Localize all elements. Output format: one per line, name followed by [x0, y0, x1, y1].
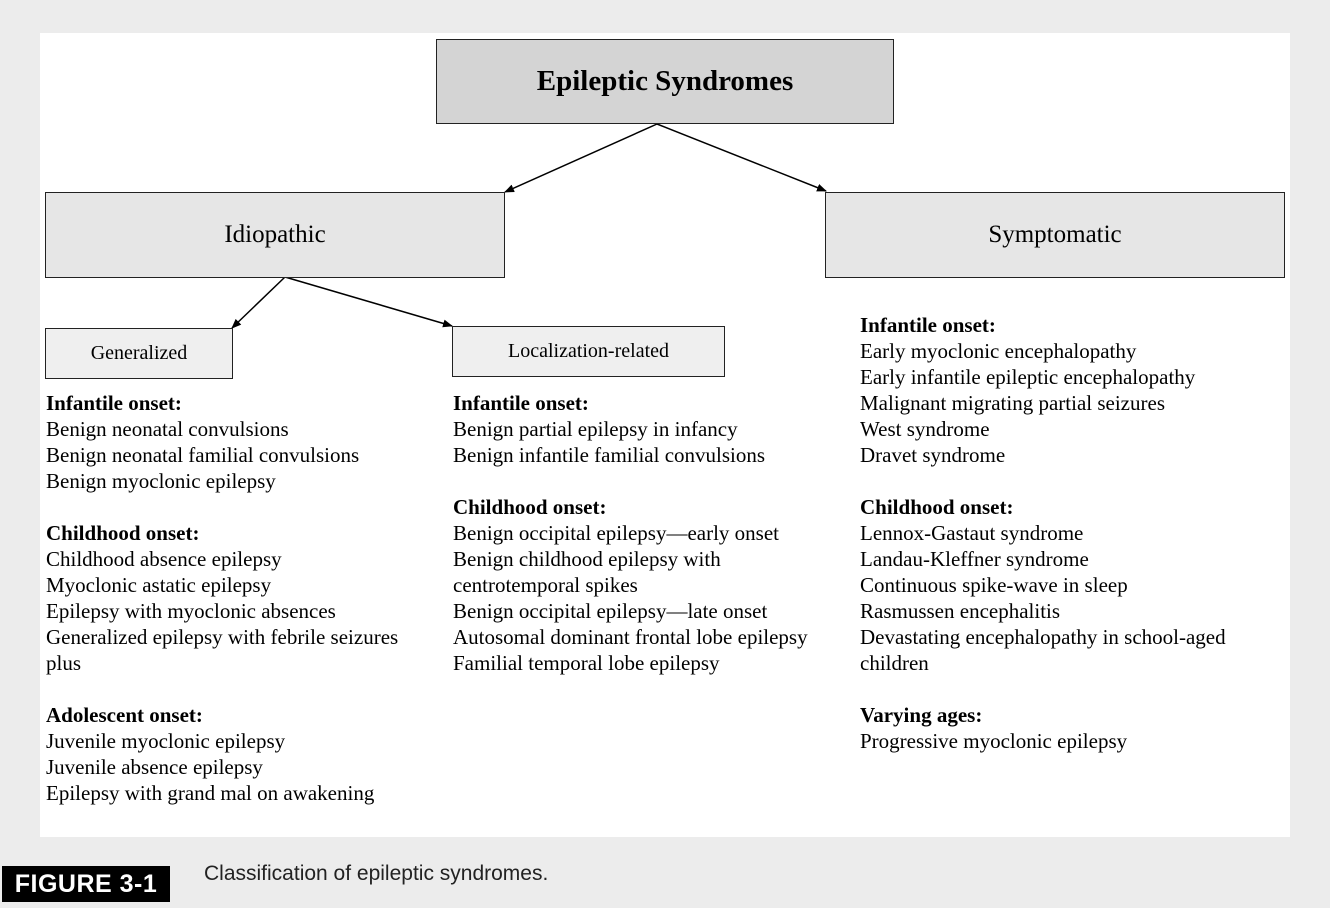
symptomatic-node: Symptomatic	[825, 192, 1285, 278]
syndrome-item: Landau-Kleffner syndrome	[860, 547, 1089, 571]
syndrome-item: Benign myoclonic epilepsy	[46, 469, 276, 493]
syndrome-item: Autosomal dominant frontal lobe epilepsy	[453, 625, 808, 649]
syndrome-item: Benign childhood epilepsy with centrotemporal spikes	[453, 547, 721, 597]
syndrome-item: Myoclonic astatic epilepsy	[46, 573, 272, 597]
syndrome-item: Early myoclonic encephalopathy	[860, 339, 1137, 363]
onset-group	[46, 390, 406, 494]
figure-label: FIGURE 3-1	[2, 866, 170, 902]
syndrome-item: Epilepsy with grand mal on awakening	[46, 781, 375, 805]
syndrome-item: Childhood absence epilepsy	[46, 547, 282, 571]
syndrome-item: Benign occipital epilepsy—early onset	[453, 521, 779, 545]
arrow-idiopathic-to-localization	[285, 277, 452, 326]
root-node: Epileptic Syndromes	[436, 39, 894, 124]
onset-heading: Childhood onset:	[46, 521, 200, 545]
onset-group	[453, 390, 853, 468]
onset-heading: Varying ages:	[860, 703, 983, 727]
arrow-root-to-symptomatic	[657, 124, 826, 191]
syndrome-item: Benign occipital epilepsy—late onset	[453, 599, 768, 623]
arrow-idiopathic-to-generalized	[232, 277, 285, 328]
syndrome-item: Early infantile epileptic encephalopathy	[860, 365, 1196, 389]
syndrome-item: West syndrome	[860, 417, 990, 441]
arrow-root-to-idiopathic	[505, 124, 657, 192]
generalized-list	[46, 390, 406, 832]
onset-heading: Adolescent onset:	[46, 703, 203, 727]
syndrome-item: Benign partial epilepsy in infancy	[453, 417, 738, 441]
onset-group	[860, 312, 1280, 468]
onset-heading: Childhood onset:	[860, 495, 1014, 519]
syndrome-item: Malignant migrating partial seizures	[860, 391, 1165, 415]
onset-heading: Infantile onset:	[860, 313, 996, 337]
onset-group	[46, 520, 406, 676]
onset-group	[46, 702, 406, 806]
syndrome-item: Benign neonatal convulsions	[46, 417, 289, 441]
syndrome-item: Generalized epilepsy with febrile seizures plus	[46, 625, 399, 675]
localization-list	[453, 390, 853, 702]
symptomatic-list	[860, 312, 1280, 780]
syndrome-item: Epilepsy with myoclonic absences	[46, 599, 336, 623]
onset-heading: Childhood onset:	[453, 495, 607, 519]
onset-heading: Infantile onset:	[46, 391, 182, 415]
syndrome-item: Continuous spike-wave in sleep	[860, 573, 1128, 597]
syndrome-item: Devastating encephalopathy in school-aged children	[860, 625, 1226, 675]
syndrome-item: Progressive myoclonic epilepsy	[860, 729, 1128, 753]
onset-group	[453, 494, 853, 676]
syndrome-item: Dravet syndrome	[860, 443, 1006, 467]
syndrome-item: Familial temporal lobe epilepsy	[453, 651, 720, 675]
syndrome-item: Benign infantile familial convulsions	[453, 443, 766, 467]
syndrome-item: Juvenile absence epilepsy	[46, 755, 263, 779]
syndrome-item: Juvenile myoclonic epilepsy	[46, 729, 286, 753]
onset-heading: Infantile onset:	[453, 391, 589, 415]
onset-group	[860, 702, 1280, 754]
generalized-node: Generalized	[45, 328, 233, 379]
localization-related-node: Localization-related	[452, 326, 725, 377]
syndrome-item: Lennox-Gastaut syndrome	[860, 521, 1084, 545]
idiopathic-node: Idiopathic	[45, 192, 505, 278]
syndrome-item: Benign neonatal familial convulsions	[46, 443, 360, 467]
syndrome-item: Rasmussen encephalitis	[860, 599, 1061, 623]
figure-caption: Classification of epileptic syndromes.	[204, 862, 549, 885]
onset-group	[860, 494, 1280, 676]
